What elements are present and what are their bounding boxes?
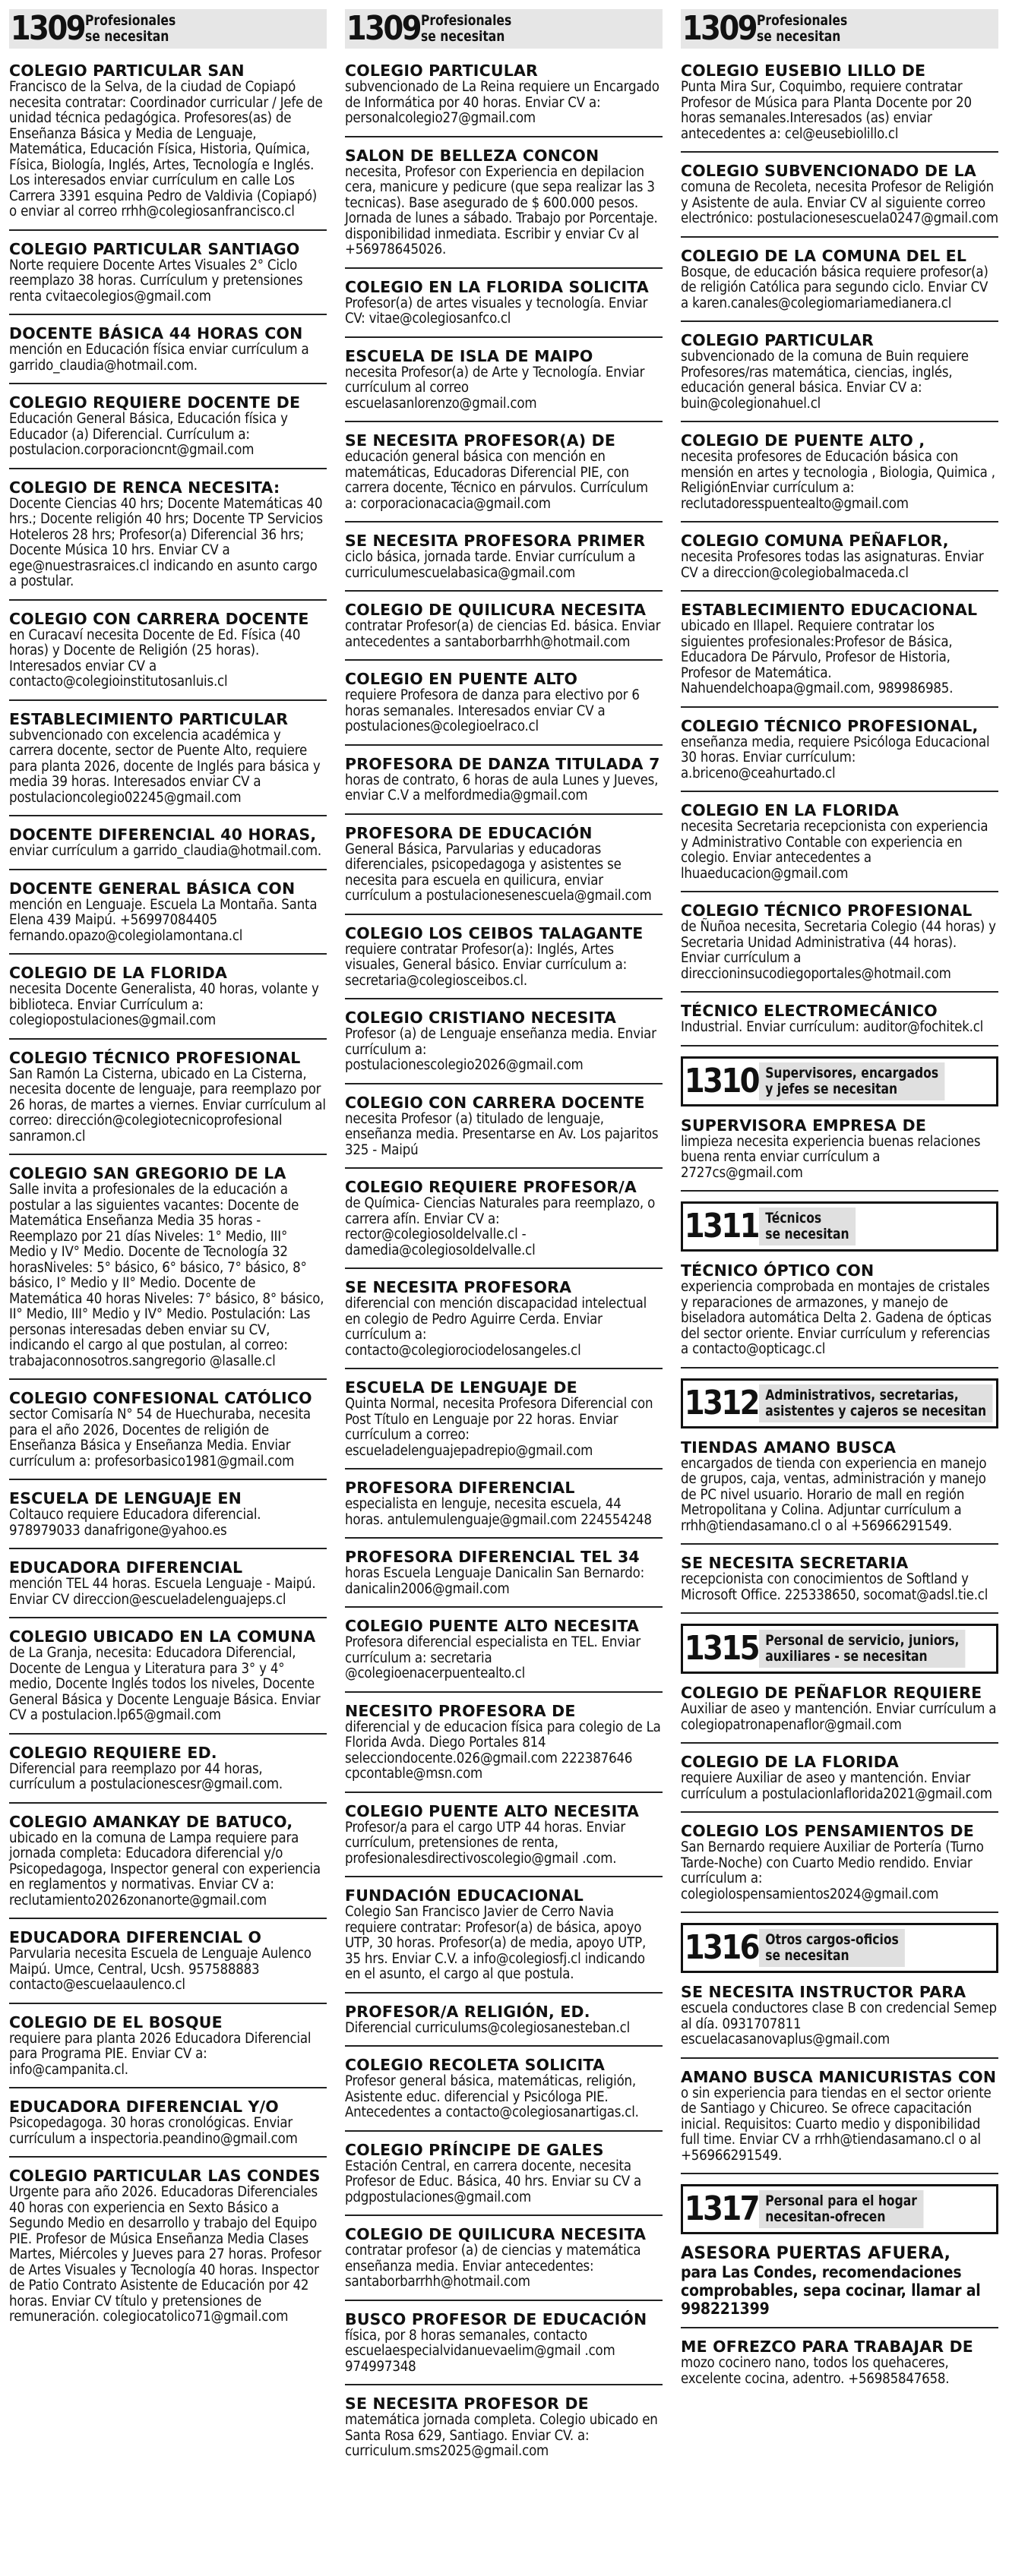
- ad-title: TIENDAS AMANO BUSCA: [681, 1438, 897, 1457]
- classified-ad: [345, 1479, 663, 1539]
- ad-body: Colegio San Francisco Javier de Cerro Navia requiere contratar: Profesor(a) de básica, apoyo UTP, 30 horas. Profesor(a) de media, apoyo UTP, 35 hrs. Enviar C.V. a info@colegiosfj.cl indicando en el asunto, el cargo al que postula.: [345, 1904, 647, 1982]
- classified-ad: [681, 1823, 998, 1913]
- ad-body: Salle invita a profesionales de la educación a postular a las siguientes vacantes: Docente de Matemática Enseñanza Media 35 horas - Reemplazo por 21 días Niveles: 1° Medio, III° Medio y IV° Medio. Docente de Tecnología 32 horasNiveles: 5° básico, 6° básico, 7° básico, 8° básico, I° Medio y II° Medio. Docente de Matemática 40 horas Niveles: 7° básico, 8° básico, II° Medio, III° Medio y IV° Medio. Postulación: Las personas interesadas deben enviar su CV, indicando el cargo al que postulan, al correo: trabajaconnosotros.sangregorio @lasalle.cl: [9, 1182, 324, 1369]
- classified-ad: [681, 1754, 998, 1813]
- ad-title: ESCUELA DE LENGUAJE EN: [9, 1489, 242, 1507]
- section-number: 1315: [684, 1629, 758, 1668]
- classified-ad: [9, 1390, 327, 1480]
- section-header: [681, 1201, 998, 1252]
- ad-body: necesita profesores de Educación básica con mensión en artes y tecnologia , Biologia, Quimica , ReligiónEnviar currículum a: reclutadoresspuentealto@gmail.com: [681, 449, 995, 512]
- ad-body: Auxiliar de aseo y mantención. Enviar currículum a colegiopatronapenaflor@gmail.com: [681, 1701, 997, 1733]
- ad-title: PROFESOR/A RELIGIÓN, ED.: [345, 2002, 590, 2021]
- ad-title: COLEGIO CONFESIONAL CATÓLICO: [9, 1389, 312, 1407]
- classified-ad: [9, 1165, 327, 1380]
- section-number: 1316: [684, 1928, 758, 1967]
- classified-ad: [345, 825, 663, 915]
- ad-title: DOCENTE DIFERENCIAL 40 HORAS,: [9, 826, 317, 844]
- ad-body: Coltauco requiere Educadora diferencial. 978979033 danafrigone@yahoo.es: [9, 1507, 261, 1539]
- ad-body: enseñanza media, requiere Psicóloga Educacional 30 horas. Enviar currículum: a.briceno@ceahurtado.cl: [681, 734, 990, 781]
- ad-body: limpieza necesita experiencia buenas relaciones buena renta enviar currículum a 2727cs@gmail.com: [681, 1133, 981, 1181]
- ad-title: DOCENTE GENERAL BÁSICA CON: [9, 879, 296, 898]
- ad-title: SALON DE BELLEZA CONCON: [345, 146, 599, 165]
- ad-body: especialista en lenguje, necesita escuela, 44 horas. antulemulenguaje@gmail.com 224554248: [345, 1496, 652, 1528]
- classified-ad: [9, 1929, 327, 2004]
- classified-ad: [9, 1050, 327, 1156]
- section-number: 1310: [684, 1061, 758, 1100]
- ad-body: Industrial. Enviar currículum: auditor@fochitek.cl: [681, 1019, 984, 1035]
- classified-ad: [345, 2057, 663, 2132]
- classified-ad: [9, 964, 327, 1040]
- ad-title: COLEGIO TÉCNICO PROFESIONAL: [9, 1048, 301, 1067]
- ad-title: COLEGIO EN PUENTE ALTO: [345, 670, 578, 688]
- ad-title: SE NECESITA INSTRUCTOR PARA: [681, 1983, 966, 2001]
- section-header: [345, 9, 663, 49]
- ad-title: COLEGIO LOS CEIBOS TALAGANTE: [345, 923, 644, 942]
- ad-title: PROFESORA DIFERENCIAL: [345, 1479, 575, 1497]
- ad-title: TÉCNICO ÓPTICO CON: [681, 1261, 875, 1280]
- section-label-line: Personal de servicio, juniors,: [765, 1632, 960, 1649]
- section-number: 1309: [682, 9, 756, 48]
- section-label-line: y jefes se necesitan: [765, 1080, 898, 1097]
- classified-ad: [345, 2142, 663, 2217]
- classified-ad: [681, 2245, 998, 2328]
- section-label-line: Administrativos, secretarias,: [765, 1386, 959, 1403]
- ad-title: SE NECESITA PROFESORA PRIMER: [345, 532, 646, 550]
- classified-ad: [9, 62, 327, 231]
- classified-ad: [9, 611, 327, 701]
- ad-body: de La Granja, necesita: Educadora Diferencial, Docente de Lengua y Literatura para 3° y 4° medio, Docente Inglés todos los niveles, Docente General Básica y Docente Lenguaje Básica. Enviar CV a postulacion.lp65@gmail.com: [9, 1645, 321, 1723]
- ad-body: mención en Educación física enviar currículum a garrido_claudia@hotmail.com.: [9, 342, 309, 374]
- ad-body: Diferencial para reemplazo por 44 horas, currículum a postulacionescesr@gmail.com.: [9, 1760, 283, 1792]
- classified-ad: [9, 711, 327, 817]
- ad-title: COLEGIO PARTICULAR SANTIAGO: [9, 239, 300, 258]
- classified-ad: [345, 1094, 663, 1170]
- ad-body: educación general básica con mención en matemáticas, Educadoras Diferencial PIE, con carrera docente, Técnico en párvulos. Currículum a: corporacionacacia@gmail.com: [345, 449, 648, 512]
- ad-title: COLEGIO DE EL BOSQUE: [9, 2012, 223, 2031]
- classified-ad: [9, 1628, 327, 1735]
- classified-ad: [681, 1684, 998, 1744]
- section-number: 1311: [684, 1207, 758, 1245]
- classified-ad: [9, 394, 327, 469]
- section-label-line: Profesionales: [421, 12, 512, 29]
- classified-ad: [345, 2311, 663, 2386]
- ad-body: o sin experiencia para tiendas en el sector oriente de Santiago y Chicureo. Se ofrece capacitación inicial. Requisitos: Cuarto medio y disponibilidad full time. Enviar CV a rrhh@tiendasamano.cl o al +56966291549.: [681, 2085, 992, 2164]
- ad-title: COLEGIO DE LA FLORIDA: [9, 964, 228, 982]
- ad-title: FUNDACIÓN EDUCACIONAL: [345, 1886, 584, 1905]
- section-label: [759, 1208, 856, 1245]
- ad-title: COLEGIO DE LA FLORIDA: [681, 1753, 900, 1771]
- classified-ad: [9, 2167, 327, 2334]
- section-label: [759, 1630, 966, 1668]
- section-number: 1317: [684, 2189, 758, 2228]
- ad-title: COLEGIO EUSEBIO LILLO DE: [681, 62, 926, 80]
- ad-body: horas de contrato, 6 horas de aula Lunes y Jueves, enviar C.V a melfordmedia@gmail.com: [345, 772, 659, 803]
- section-label-line: Personal para el hogar: [765, 2192, 917, 2209]
- classified-ad: [345, 1887, 663, 1994]
- ad-title: EDUCADORA DIFERENCIAL: [9, 1558, 243, 1577]
- classified-ad: [9, 826, 327, 870]
- ad-body: requiere contratar Profesor(a): Inglés, Artes visuales, General básico. Enviar currículum a: secretaria@colegiosceibos.cl.: [345, 941, 628, 989]
- classified-ad: [345, 147, 663, 269]
- section-label-line: Otros cargos-oficios: [765, 1931, 899, 1948]
- ad-body: Profesor general básica, matemáticas, religión, Asistente educ. diferencial y Psicóloga PIE. Antecedentes a contacto@colegiosanartigas.cl.: [345, 2073, 639, 2120]
- ad-body: requiere Profesora de danza para electivo por 6 horas semanales. Interesados enviar CV a postulaciones@colegioelraco.cl: [345, 687, 640, 734]
- ad-body: Bosque, de educación básica requiere profesor(a) de religión Católica para segundo ciclo. Enviar CV a karen.canales@colegiomariamedianera.cl: [681, 264, 988, 311]
- classified-ad: [9, 241, 327, 316]
- ad-body: contratar profesor (a) de ciencias y matemática enseñanza media. Enviar antecedentes: santaborbarrhh@hotmail.com: [345, 2243, 641, 2290]
- section-label-line: se necesitan: [757, 28, 841, 45]
- classified-ad: [681, 532, 998, 592]
- section-label-line: Supervisores, encargados: [765, 1064, 939, 1081]
- ad-body: Punta Mira Sur, Coquimbo, requiere contratar Profesor de Música para Planta Docente por 20 horas semanales.Interesados (as) enviar antecedentes a: cel@eusebiolillo.cl: [681, 79, 972, 142]
- section-header: [681, 2184, 998, 2234]
- ad-title: COLEGIO RECOLETA SOLICITA: [345, 2056, 606, 2074]
- classified-ad: [9, 479, 327, 601]
- ad-title: COLEGIO CON CARRERA DOCENTE: [9, 609, 309, 628]
- classified-ad: [681, 1117, 998, 1192]
- ad-title: ESTABLECIMIENTO EDUCACIONAL: [681, 601, 978, 619]
- classified-ad: [345, 1803, 663, 1878]
- ad-body: encargados de tienda con experiencia en manejo de grupos, caja, ventas, administración y manejo de PC nivel usuario. Horario de mall en región Metropolitana y Colina. Adjuntar currículum a rrhh@tiendasamano.cl o al +56966291549.: [681, 1455, 987, 1534]
- ad-title: PROFESORA DE DANZA TITULADA 7: [345, 754, 660, 773]
- ad-title: DOCENTE BÁSICA 44 HORAS CON: [9, 324, 303, 343]
- section-label: [421, 13, 511, 45]
- ad-body: de Ñuñoa necesita, Secretaria Colegio (44 horas) y Secretaria Unidad Administrativa (44 horas). Enviar currículum a direccioninsucodiegoportales@hotmail.com: [681, 919, 996, 982]
- ad-body: Francisco de la Selva, de la ciudad de Copiapó necesita contratar: Coordinador curricular / Jefe de unidad técnica pedagógica. Profesores(as) de Enseñanza Básica y Media de Lenguaje, Matemática, Educación Física, Historia, Química, Física, Biología, Inglés, Artes, Tecnología e Inglés. Los interesados enviar currículum en calle Los Carrera 3391 esquina Pedro de Valdivia (Copiapó) o enviar al correo rrhh@colegiosanfrancisco.cl: [9, 79, 323, 219]
- ad-body: subvencionado de La Reina requiere un Encargado de Informática por 40 horas. Enviar CV a: personalcolegio27@gmail.com: [345, 79, 659, 126]
- ad-title: COLEGIO PUENTE ALTO NECESITA: [345, 1801, 640, 1820]
- classifieds-column-2: [345, 9, 663, 2479]
- classified-ad: [345, 348, 663, 423]
- ad-title: COLEGIO EN LA FLORIDA: [681, 801, 900, 819]
- ad-title: SE NECESITA SECRETARIA: [681, 1554, 909, 1572]
- section-header: [681, 1923, 998, 1973]
- classified-ad: [345, 671, 663, 746]
- section-number: 1309: [346, 9, 420, 48]
- ad-body: Estación Central, en carrera docente, necesita Profesor de Educ. Básica, 40 hrs. Enviar su CV a pdgpostulaciones@gmail.com: [345, 2158, 642, 2205]
- classifieds-column-3: [681, 9, 998, 2406]
- ad-title: COLEGIO COMUNA PEÑAFLOR,: [681, 532, 949, 550]
- classified-ad: [681, 248, 998, 323]
- ad-body: necesita Profesores todas las asignaturas. Enviar CV a direccion@colegiobalmaceda.cl: [681, 549, 984, 581]
- ad-body: necesita Profesor(a) de Arte y Tecnología. Enviar currículum al correo escuelasanlorenzo@gmail.com: [345, 364, 645, 412]
- classified-ad: [9, 1814, 327, 1920]
- ad-body: Profesor(a) de artes visuales y tecnología. Enviar CV: vitae@colegiosanfco.cl: [345, 295, 648, 327]
- classified-ad: [345, 2395, 663, 2469]
- ad-title: COLEGIO PUENTE ALTO NECESITA: [345, 1617, 640, 1635]
- ad-title: EDUCADORA DIFERENCIAL O: [9, 1928, 262, 1946]
- classified-ad: [345, 2003, 663, 2047]
- classified-ad: [681, 718, 998, 793]
- section-label-line: se necesitan: [765, 1947, 849, 1964]
- ad-body: diferencial y de educacion física para colegio de La Florida Avda. Diego Portales 814 selecciondocente.026@gmail.com 222387646 cpcontable@msn.com: [345, 1719, 661, 1782]
- ad-title: SE NECESITA PROFESORA: [345, 1278, 572, 1296]
- ad-title: COLEGIO REQUIERE PROFESOR/A: [345, 1178, 637, 1196]
- ad-body: comuna de Recoleta, necesita Profesor de Religión y Asistente de aula. Enviar CV al siguiente correo electrónico: postulacionesescuela0247@gmail.com: [681, 179, 998, 226]
- ad-body: enviar currículum a garrido_claudia@hotmail.com.: [9, 843, 321, 859]
- section-label: [759, 1929, 905, 1967]
- ad-body: Profesor (a) de Lenguaje enseñanza media. Enviar currículum a: postulacionescolegio2026@gmail.com: [345, 1026, 656, 1073]
- classified-ad: [345, 1618, 663, 1693]
- ad-title: BUSCO PROFESOR DE EDUCACIÓN: [345, 2309, 647, 2328]
- classified-ad: [345, 756, 663, 815]
- ad-body: física, por 8 horas semanales, contacto escuelaespecialvidanuevaelim@gmail .com 974997348: [345, 2327, 615, 2375]
- section-label: [757, 13, 847, 45]
- ad-title: COLEGIO PARTICULAR: [345, 62, 539, 80]
- ad-title: COLEGIO EN LA FLORIDA SOLICITA: [345, 277, 649, 296]
- classified-ad: [345, 601, 663, 661]
- classified-ad: [9, 1559, 327, 1618]
- ad-title: ASESORA PUERTAS AFUERA,: [681, 2244, 951, 2263]
- classified-ad: [681, 1555, 998, 1614]
- classified-ad: [681, 601, 998, 708]
- ad-title: ESTABLECIMIENTO PARTICULAR: [9, 709, 289, 728]
- ad-title: COLEGIO PARTICULAR: [681, 331, 875, 349]
- ad-body: necesita Docente Generalista, 40 horas, volante y biblioteca. Enviar Currículum a: colegiopostulaciones@gmail.com: [9, 981, 319, 1028]
- ad-title: ME OFREZCO PARA TRABAJAR DE: [681, 2338, 973, 2356]
- ad-title: COLEGIO DE PUENTE ALTO ,: [681, 431, 925, 450]
- section-header: [681, 1378, 998, 1428]
- ad-body: requiere para planta 2026 Educadora Diferencial para Programa PIE. Enviar CV a: info@campanita.cl.: [9, 2030, 312, 2078]
- ad-title: SE NECESITA PROFESOR DE: [345, 2394, 589, 2413]
- ad-body: Profesor/a para el cargo UTP 44 horas. Enviar currículum, pretensiones de renta, profesionalesdirectivoscolegio@gmail .com.: [345, 1819, 626, 1867]
- ad-body: necesita Profesor (a) titulado de lenguaje, enseñanza media. Presentarse en Av. Los pajaritos 325 - Maipú: [345, 1110, 659, 1158]
- ad-body: Norte requiere Docente Artes Visuales 2° Ciclo reemplazo 38 horas. Currículum y pretensiones renta cvitaecolegios@gmail.com: [9, 257, 303, 305]
- classified-ad: [345, 432, 663, 522]
- ad-title: COLEGIO UBICADO EN LA COMUNA: [9, 1627, 316, 1646]
- ad-body: necesita Secretaria recepcionista con experiencia y Administrativo Contable con experiencia en colegio. Enviar antecedentes a lhuaeducacion@gmail.com: [681, 819, 988, 882]
- ad-title: COLEGIO CRISTIANO NECESITA: [345, 1009, 617, 1027]
- classified-ad: [9, 325, 327, 384]
- ad-body: mención TEL 44 horas. Escuela Lenguaje - Maipú. Enviar CV direccion@escueladelenguajeps.cl: [9, 1576, 316, 1608]
- ad-title: COLEGIO TÉCNICO PROFESIONAL,: [681, 716, 979, 735]
- section-label-line: se necesitan: [421, 28, 505, 45]
- classified-ad: [9, 1744, 327, 1804]
- ad-body: ubicado en la comuna de Lampa requiere para jornada completa: Educadora diferencial y/o Psicopedagoga, Inspector general con experiencia en reglamentos y normativas. Enviar CV a: reclutamiento2026zonanorte@gmail.com: [9, 1829, 321, 1908]
- ad-body: ubicado en Illapel. Requiere contratar los siguientes profesionales:Profesor de Básica, Educadora De Párvulo, Profesor de Historia, Profesor de Matemática. Nahuendelchoapa@gmail.com, 989986985.: [681, 618, 954, 696]
- ad-body: Urgente para año 2026. Educadoras Diferenciales 40 horas con experiencia en Sexto Básico a Segundo Medio en desarrollo y trabajo del Equipo PIE. Profesor de Música Enseñanza Media Clases Martes, Miércoles y Jueves para 27 horas. Profesor de Artes Visuales y Tecnología 40 horas. Inspector de Patio Contrato Asistente de Educación por 42 horas. Enviar CV título y pretensiones de remuneración. colegiocatolico71@gmail.com: [9, 2184, 321, 2325]
- section-number: 1312: [684, 1383, 758, 1422]
- ad-body: requiere Auxiliar de aseo y mantención. Enviar currículum a postulacionlaflorida2021@gmail.com: [681, 1770, 992, 1802]
- classified-ad: [345, 1548, 663, 1608]
- ad-body: mozo cocinero nano, todos los quehaceres, excelente cocina, adentro. +56985847658.: [681, 2355, 950, 2387]
- section-label-line: asistentes y cajeros se necesitan: [765, 1402, 987, 1419]
- section-label: [759, 1384, 992, 1422]
- ad-title: ESCUELA DE LENGUAJE DE: [345, 1378, 577, 1397]
- ad-body: de Química- Ciencias Naturales para reemplazo, o carrera afín. Enviar CV a: rector@colegiosoldelvalle.cl - damedia@colegiosoldelvalle.cl: [345, 1195, 656, 1258]
- ad-body: recepcionista con conocimientos de Softland y Microsoft Office. 225338650, socomat@adsl.tie.cl: [681, 1571, 988, 1603]
- ad-title: SE NECESITA PROFESOR(A) DE: [345, 431, 616, 450]
- ad-title: COLEGIO DE LA COMUNA DEL EL: [681, 246, 967, 265]
- ad-body: en Curacaví necesita Docente de Ed. Física (40 horas) y Docente de Religión (25 horas). Interesados enviar CV a contacto@colegioinstitutosanluis.cl: [9, 627, 301, 690]
- ad-body: contratar Profesor(a) de ciencias Ed. básica. Enviar antecedentes a santaborbarrhh@hotmail.com: [345, 618, 661, 650]
- ad-body: San Ramón La Cisterna, ubicado en La Cisterna, necesita docente de lenguaje, para reemplazo por 26 horas, de martes a viernes. Enviar currículum al correo: dirección@colegiotecnicoprofesional sanramon.cl: [9, 1065, 326, 1144]
- classified-ad: [345, 925, 663, 1000]
- ad-title: TÉCNICO ELECTROMECÁNICO: [681, 1002, 938, 1020]
- classified-ad: [345, 62, 663, 137]
- ad-body: Profesora diferencial especialista en TEL. Enviar currículum a: secretaria @colegioenacerpuentealto.cl: [345, 1634, 641, 1681]
- section-label: [759, 1062, 944, 1100]
- ad-body: Diferencial curriculums@colegiosanesteban.cl: [345, 2019, 630, 2036]
- classifieds-column-1: [9, 9, 327, 2344]
- ad-body: General Básica, Parvularias y educadoras diferenciales, psicopedagoga y asistentes se necesita para escuela en quilicura, enviar currículum a postulacionesenescuela@gmail.com: [345, 841, 652, 904]
- classified-ad: [345, 1009, 663, 1084]
- ad-title: COLEGIO PRÍNCIPE DE GALES: [345, 2140, 604, 2159]
- section-label: [759, 2190, 923, 2228]
- ad-title: COLEGIO AMANKAY DE BATUCO,: [9, 1812, 293, 1831]
- classified-ad: [681, 802, 998, 892]
- classified-ad: [681, 163, 998, 238]
- classified-ad: [681, 1984, 998, 2059]
- ad-body: Psicopedagoga. 30 horas cronológicas. Enviar currículum a inspectoria.peandino@gmail.com: [9, 2115, 298, 2147]
- ad-title: COLEGIO DE QUILICURA NECESITA: [345, 2225, 647, 2243]
- ad-title: COLEGIO TÉCNICO PROFESIONAL: [681, 901, 973, 920]
- ad-body: escuela conductores clase B con credencial Semep al día. 0931707811 escuelacasanovaplus@gmail.com: [681, 2000, 997, 2047]
- ad-title: COLEGIO REQUIERE DOCENTE DE: [9, 393, 301, 412]
- classified-ad: [681, 62, 998, 153]
- classified-ad: [345, 1379, 663, 1470]
- ad-body: necesita, Profesor con Experiencia en depilacion cera, manicure y pedicure (que sepa realizar las 3 tecnicas). Base asegurado de $ 600.000 pesos. Jornada de lunes a sábado. Trabajo por Porcentaje. disponibilidad inmediata. Escribir y enviar Cv al +56978645026.: [345, 163, 658, 257]
- ad-body: mención en Lenguaje. Escuela La Montaña. Santa Elena 439 Maipú. +56997084405 fernando.opazo@colegiolamontana.cl: [9, 896, 318, 944]
- ad-body: Docente Ciencias 40 hrs; Docente Matemáticas 40 hrs.; Docente religión 40 hrs; Docente TP Servicios Hoteleros 28 hrs; Profesor(a) Diferencial 36 hrs; Docente Música 10 hrs. Enviar CV a ege@nuestrasraices.cl indicando en asunto cargo a postular.: [9, 495, 323, 589]
- classified-ad: [345, 279, 663, 338]
- classified-ad: [681, 1002, 998, 1046]
- ad-body: diferencial con mención discapacidad intelectual en colegio de Pedro Aguirre Cerda. Enviar currículum a: contacto@colegiorociodelosangeles.cl: [345, 1296, 647, 1359]
- ad-title: EDUCADORA DIFERENCIAL Y/O: [9, 2098, 279, 2116]
- section-label-line: Profesionales: [85, 12, 176, 29]
- classified-ad: [345, 1179, 663, 1269]
- ad-title: COLEGIO CON CARRERA DOCENTE: [345, 1093, 645, 1112]
- ad-body: Educación General Básica, Educación física y Educador (a) Diferencial. Currículum a: postulacion.corporacioncnt@gmail.com: [9, 411, 288, 458]
- section-number: 1309: [10, 9, 84, 48]
- classified-ad: [9, 2098, 327, 2158]
- classified-ad: [681, 1439, 998, 1545]
- ad-body: horas Escuela Lenguaje Danicalin San Bernardo: danicalin2006@gmail.com: [345, 1565, 644, 1597]
- ad-title: COLEGIO DE PEÑAFLOR REQUIERE: [681, 1684, 982, 1702]
- classified-ad: [681, 902, 998, 993]
- section-label-line: auxiliares - se necesitan: [765, 1648, 928, 1665]
- ad-title: NECESITO PROFESORA DE: [345, 1701, 576, 1720]
- section-header: [9, 9, 327, 49]
- classified-ad: [345, 2226, 663, 2301]
- ad-title: COLEGIO LOS PENSAMIENTOS DE: [681, 1822, 974, 1840]
- ad-title: AMANO BUSCA MANICURISTAS CON: [681, 2067, 997, 2086]
- section-header: [681, 1624, 998, 1674]
- ad-title: COLEGIO SUBVENCIONADO DE LA: [681, 162, 976, 180]
- classified-ad: [681, 332, 998, 422]
- section-label-line: Técnicos: [765, 1210, 822, 1226]
- ad-body: experiencia comprobada en montajes de cristales y reparaciones de armazones, y manejo de biseladora automática Delta 2. Gadena de ópticas del sector oriente. Enviar currículum y referencias a contacto@opticagc.cl: [681, 1279, 992, 1357]
- section-label-line: se necesitan: [765, 1226, 849, 1242]
- classified-ad: [681, 2338, 998, 2396]
- classified-ad: [681, 432, 998, 522]
- classified-ad: [345, 1703, 663, 1793]
- ad-body: Parvularia necesita Escuela de Lenguaje Aulenco Maipú. Umce, Central, Ucsh. 957588883 contacto@escuelaaulenco.cl: [9, 1946, 312, 1993]
- ad-title: COLEGIO REQUIERE ED.: [9, 1743, 217, 1762]
- ad-title: COLEGIO DE QUILICURA NECESITA: [345, 601, 647, 619]
- section-label-line: necesitan-ofrecen: [765, 2208, 886, 2225]
- ad-body: para Las Condes, recomendaciones comprobables, sepa cocinar, llamar al 998221399: [681, 2263, 981, 2318]
- ad-title: COLEGIO DE RENCA NECESITA:: [9, 478, 280, 497]
- ad-title: SUPERVISORA EMPRESA DE: [681, 1116, 927, 1135]
- section-label: [85, 13, 176, 45]
- ad-title: COLEGIO PARTICULAR SAN: [9, 62, 245, 80]
- ad-body: San Bernardo requiere Auxiliar de Portería (Turno Tarde-Noche) con Cuarto Medio rendido. Enviar currículum a: colegiolospensamientos2024@gmail.com: [681, 1839, 984, 1902]
- ad-body: subvencionado de la comuna de Buin requiere Profesores/ras matemática, ciencias, inglés, educación general básica. Enviar CV a: buin@colegionahuel.cl: [681, 349, 969, 412]
- ad-body: sector Comisaría N° 54 de Huechuraba, necesita para el año 2026, Docentes de religión de Enseñanza Básica y Enseñanza Media. Enviar currículum a: profesorbasico1981@gmail.com: [9, 1406, 311, 1470]
- ad-body: Quinta Normal, necesita Profesora Diferencial con Post Título en Lenguaje por 22 horas. Enviar currículum a correo: escueladelenguajepadrepio@gmail.com: [345, 1396, 653, 1459]
- classified-ad: [9, 1490, 327, 1549]
- section-label-line: Profesionales: [757, 12, 848, 29]
- ad-body: matemática jornada completa. Colegio ubicado en Santa Rosa 629, Santiago. Enviar CV. a: curriculum.sms2025@gmail.com: [345, 2412, 658, 2459]
- classified-ad: [9, 2014, 327, 2089]
- ad-body: subvencionado con excelencia académica y carrera docente, sector de Puente Alto, requiere para planta 2026, docente de Inglés para básica y media 39 horas. Interesados enviar CV a postulacioncolegio02245@gmail.com: [9, 727, 321, 806]
- ad-title: PROFESORA DIFERENCIAL TEL 34: [345, 1548, 640, 1566]
- section-header: [681, 9, 998, 49]
- classified-ad: [345, 1279, 663, 1369]
- classified-ad: [681, 1262, 998, 1368]
- ad-body: ciclo básica, jornada tarde. Enviar currículum a curriculumescuelabasica@gmail.com: [345, 549, 636, 581]
- section-label-line: se necesitan: [85, 28, 169, 45]
- ad-title: PROFESORA DE EDUCACIÓN: [345, 823, 593, 842]
- ad-title: ESCUELA DE ISLA DE MAIPO: [345, 346, 593, 365]
- classified-ad: [9, 880, 327, 955]
- classified-ad: [681, 2069, 998, 2175]
- ad-title: COLEGIO PARTICULAR LAS CONDES: [9, 2167, 321, 2185]
- ad-title: COLEGIO SAN GREGORIO DE LA: [9, 1164, 286, 1182]
- section-header: [681, 1056, 998, 1106]
- classified-ad: [345, 532, 663, 592]
